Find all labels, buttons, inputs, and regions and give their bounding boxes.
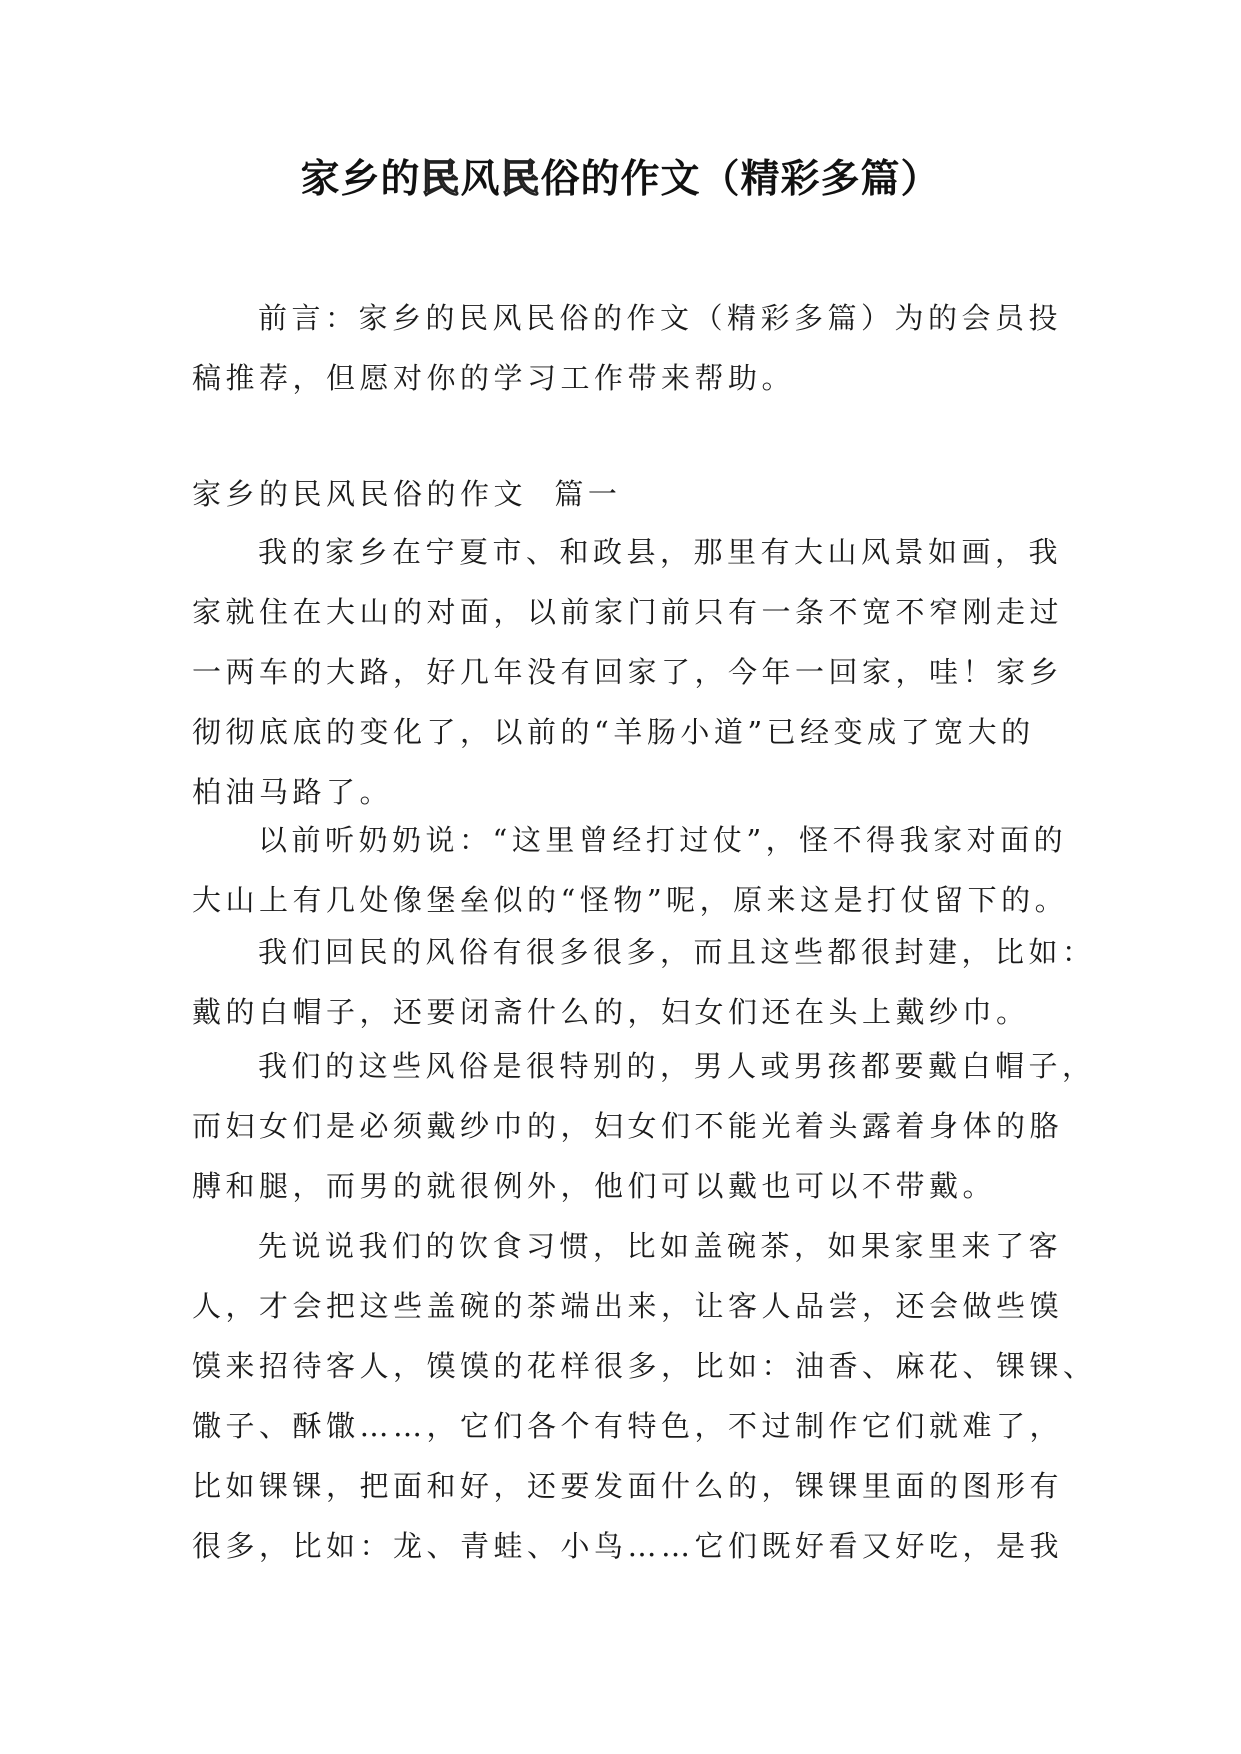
paragraph-4 xyxy=(192,1036,1096,1216)
section-heading-text: 家乡的民风民俗的作文 篇一 xyxy=(192,477,622,511)
preface-line: 前言：家乡的民风民俗的作文（精彩多篇）为的会员投 xyxy=(258,301,1063,335)
paragraph-line: 膊和腿，而男的就很例外，他们可以戴也可以不带戴。 xyxy=(192,1169,997,1203)
preface-paragraph xyxy=(192,288,1063,408)
paragraph-3 xyxy=(192,922,1096,1042)
paragraph-line: 馓子、酥馓……，它们各个有特色，不过制作它们就难了， xyxy=(192,1409,1064,1443)
paragraph-line: 一两车的大路，好几年没有回家了，今年一回家，哇！家乡 xyxy=(192,655,1064,689)
document-title xyxy=(0,152,1241,208)
paragraph-line: 戴的白帽子，还要闭斋什么的，妇女们还在头上戴纱巾。 xyxy=(192,995,1030,1029)
title-hollow-char-1: 民 xyxy=(420,157,461,202)
paragraph-line: 柏油马路了。 xyxy=(192,775,394,809)
paragraph-5 xyxy=(192,1216,1097,1576)
title-hollow-char-2: 民 xyxy=(500,157,541,202)
paragraph-line: 人，才会把这些盖碗的茶端出来，让客人品尝，还会做些馍 xyxy=(192,1289,1064,1323)
paragraph-line: 先说说我们的饮食习惯，比如盖碗茶，如果家里来了客 xyxy=(258,1229,1063,1263)
preface-line: 稿推荐，但愿对你的学习工作带来帮助。 xyxy=(192,361,796,395)
paragraph-line: 我的家乡在宁夏市、和政县，那里有大山风景如画，我 xyxy=(258,535,1063,569)
paragraph-line: 馍来招待客人，馍馍的花样很多，比如：油香、麻花、锞锞、 xyxy=(192,1349,1097,1383)
title-part-2: 风 xyxy=(460,157,501,202)
paragraph-line: 以前听奶奶说：“这里曾经打过仗”，怪不得我家对面的 xyxy=(258,823,1068,857)
section-heading xyxy=(192,464,1052,524)
paragraph-line: 大山上有几处像堡垒似的“怪物”呢，原来这是打仗留下的。 xyxy=(192,883,1069,917)
paragraph-line: 家就住在大山的对面，以前家门前只有一条不宽不窄刚走过 xyxy=(192,595,1064,629)
paragraph-line: 彻彻底底的变化了，以前的“羊肠小道”已经变成了宽大的 xyxy=(192,715,1035,749)
paragraph-line: 我们回民的风俗有很多很多，而且这些都很封建，比如： xyxy=(258,935,1096,969)
paragraph-line: 我们的这些风俗是很特别的，男人或男孩都要戴白帽子， xyxy=(258,1049,1096,1083)
paragraph-line: 而妇女们是必须戴纱巾的，妇女们不能光着头露着身体的胳 xyxy=(192,1109,1064,1143)
paragraph-2 xyxy=(192,810,1069,930)
paragraph-line: 比如锞锞，把面和好，还要发面什么的，锞锞里面的图形有 xyxy=(192,1469,1064,1503)
paragraph-1 xyxy=(192,522,1064,822)
paragraph-line: 很多，比如：龙、青蛙、小鸟……它们既好看又好吃，是我 xyxy=(192,1529,1064,1563)
title-part-3: 俗的作文（精彩多篇） xyxy=(540,157,941,202)
title-part-1: 家乡的 xyxy=(300,157,421,202)
